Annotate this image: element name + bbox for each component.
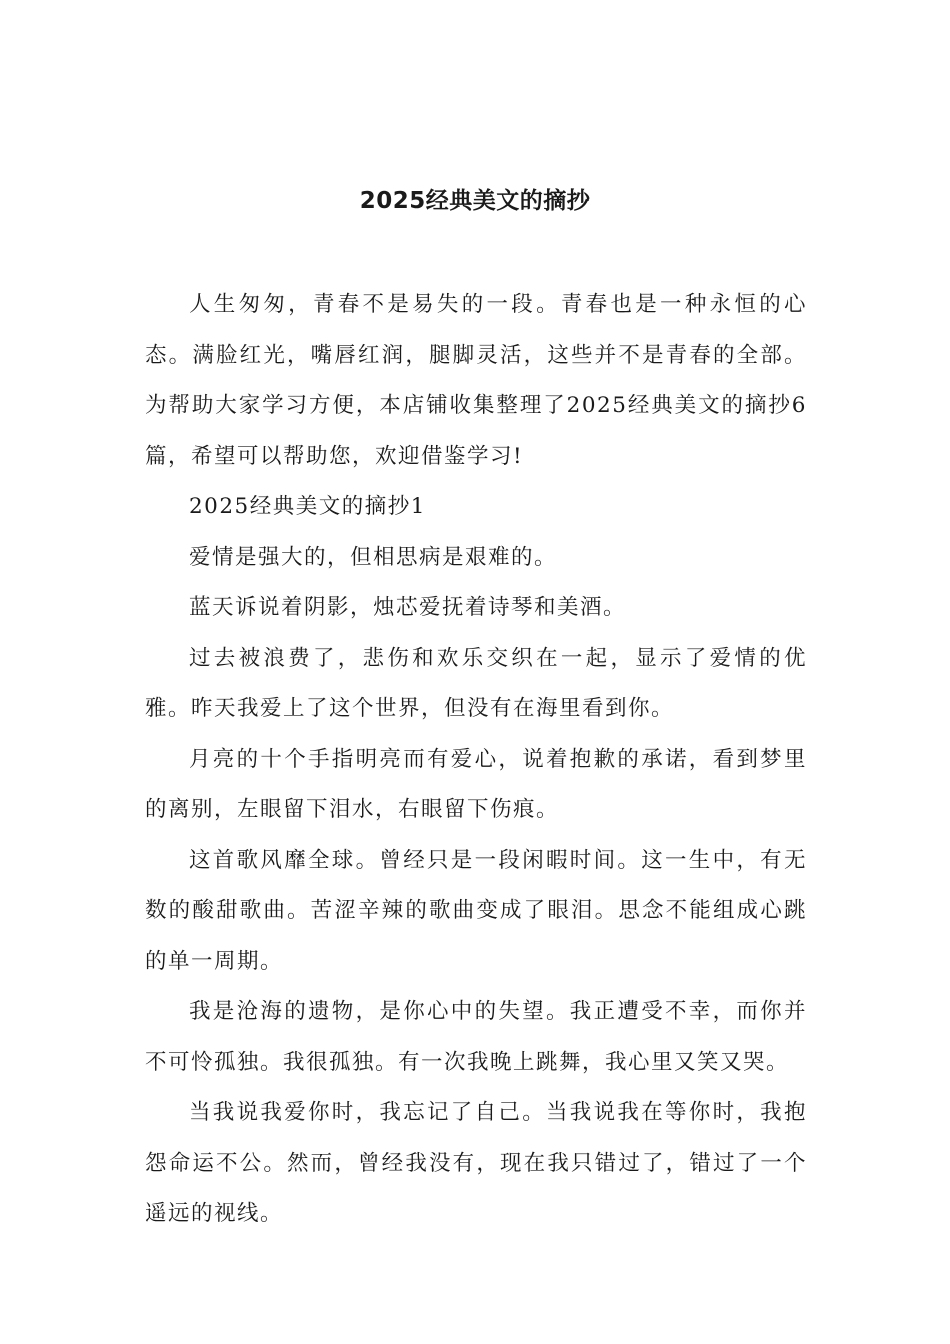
section-heading: 2025经典美文的摘抄1 — [189, 494, 426, 519]
body-paragraph: 这首歌风靡全球。曾经只是一段闲暇时间。这一生中，有无数的酸甜歌曲。苦涩辛辣的歌曲变成了眼泪。思念不能组成心跳的单一周期。 — [145, 847, 807, 974]
body-paragraph: 月亮的十个手指明亮而有爱心，说着抱歉的承诺，看到梦里的离别，左眼留下泪水，右眼留下伤痕。 — [145, 746, 807, 822]
body-paragraph: 爱情是强大的，但相思病是艰难的。 — [189, 544, 558, 570]
body-paragraph: 当我说我爱你时，我忘记了自己。当我说我在等你时，我抱怨命运不公。然而，曾经我没有，现在我只错过了，错过了一个遥远的视线。 — [145, 1100, 807, 1226]
body-paragraph: 过去被浪费了，悲伤和欢乐交织在一起，显示了爱情的优雅。昨天我爱上了这个世界，但没有在海里看到你。 — [145, 645, 807, 721]
document-body — [145, 280, 807, 1240]
document-title: 2025经典美文的摘抄 — [359, 188, 591, 214]
body-paragraph: 蓝天诉说着阴影，烛芯爱抚着诗琴和美酒。 — [189, 595, 627, 620]
body-paragraph: 我是沧海的遗物，是你心中的失望。我正遭受不幸，而你并不可怜孤独。我很孤独。有一次我晚上跳舞，我心里又笑又哭。 — [145, 999, 807, 1075]
intro-paragraph: 人生匆匆，青春不是易失的一段。青春也是一种永恒的心态。满脸红光，嘴唇红润，腿脚灵活，这些并不是青春的全部。为帮助大家学习方便，本店铺收集整理了2025经典美文的摘抄6篇，希望可以帮助您，欢迎借鉴学习! — [145, 292, 807, 469]
